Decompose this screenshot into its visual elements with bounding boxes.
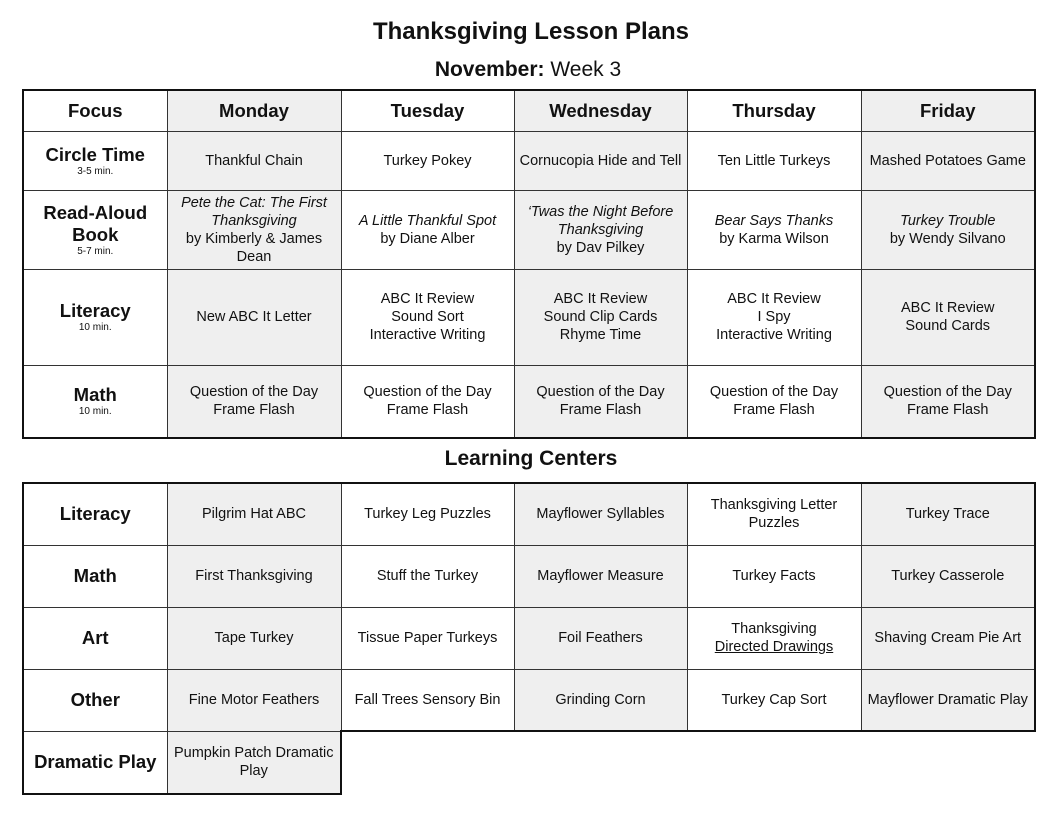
center-cell: Foil Feathers (514, 607, 687, 669)
header-tuesday: Tuesday (341, 90, 514, 131)
cell-thursday (687, 190, 861, 269)
table-row (23, 483, 1035, 545)
center-label-art: Art (23, 607, 167, 669)
center-cell: Turkey Cap Sort (687, 669, 861, 731)
learning-centers-table (22, 482, 1036, 795)
center-cell: Mayflower Measure (514, 545, 687, 607)
cell-tuesday: Turkey Pokey (341, 131, 514, 190)
learning-centers-title: Learning Centers (444, 447, 618, 470)
cell-wednesday: ABC It Review Sound Clip Cards Rhyme Time (514, 269, 687, 365)
center-cell: Shaving Cream Pie Art (861, 607, 1035, 669)
table-row (23, 731, 1035, 794)
subtitle-week: Week 3 (550, 58, 622, 81)
center-cell: Grinding Corn (514, 669, 687, 731)
center-cell: Tape Turkey (167, 607, 341, 669)
center-cell: Pumpkin Patch Dramatic Play (167, 731, 341, 794)
cell-monday: Thankful Chain (167, 131, 341, 190)
header-focus: Focus (23, 90, 167, 131)
cell-thursday: ABC It Review I Spy Interactive Writing (687, 269, 861, 365)
table-row (23, 365, 1035, 438)
cell-wednesday: Question of the Day Frame Flash (514, 365, 687, 438)
center-cell: Turkey Facts (687, 545, 861, 607)
book-author: by Kimberly & James Dean (185, 230, 323, 265)
cell-friday (861, 190, 1035, 269)
book-author: by Wendy Silvano (889, 230, 1006, 247)
book-title: Pete the Cat: The First Thanksgiving (181, 194, 327, 229)
center-cell: Thanksgiving Letter Puzzles (687, 483, 861, 545)
center-cell: First Thanksgiving (167, 545, 341, 607)
center-label-math: Math (23, 545, 167, 607)
row-label-circle-time: Circle Time 3-5 min. (23, 131, 167, 190)
center-cell: Thanksgiving Directed Drawings (687, 607, 861, 669)
directed-drawings-link[interactable]: Directed Drawings (714, 639, 834, 655)
cell-monday: New ABC It Letter (167, 269, 341, 365)
center-label-dramatic-play: Dramatic Play (23, 731, 167, 794)
cell-tuesday: ABC It Review Sound Sort Interactive Writing (341, 269, 514, 365)
center-label-literacy: Literacy (23, 483, 167, 545)
center-cell: Pilgrim Hat ABC (167, 483, 341, 545)
book-author: by Karma Wilson (719, 230, 829, 247)
cell-friday: ABC It Review Sound Cards (861, 269, 1035, 365)
book-title: Bear Says Thanks (714, 212, 834, 229)
table-row (23, 669, 1035, 731)
page-title: Thanksgiving Lesson Plans (372, 18, 690, 45)
center-cell: Mayflower Syllables (514, 483, 687, 545)
book-title: Turkey Trouble (900, 212, 996, 229)
cell-monday (167, 190, 341, 269)
cell-tuesday (341, 190, 514, 269)
cell-monday: Question of the Day Frame Flash (167, 365, 341, 438)
center-cell: Turkey Leg Puzzles (341, 483, 514, 545)
cell-wednesday (514, 190, 687, 269)
table-row (23, 131, 1035, 190)
page-subtitle (0, 58, 1056, 82)
book-author: by Dav Pilkey (556, 239, 645, 256)
table-row (23, 607, 1035, 669)
center-cell: Tissue Paper Turkeys (341, 607, 514, 669)
cell-friday: Question of the Day Frame Flash (861, 365, 1035, 438)
cell-thursday: Ten Little Turkeys (687, 131, 861, 190)
table-row (23, 545, 1035, 607)
subtitle-month-label: November: (434, 58, 545, 81)
header-wednesday: Wednesday (514, 90, 687, 131)
header-friday: Friday (861, 90, 1035, 131)
center-cell: Fall Trees Sensory Bin (341, 669, 514, 731)
lesson-plans-table (22, 89, 1036, 439)
book-author: by Diane Alber (380, 230, 475, 247)
header-row (23, 90, 1035, 131)
header-thursday: Thursday (687, 90, 861, 131)
center-cell: Turkey Trace (861, 483, 1035, 545)
row-label-literacy: Literacy 10 min. (23, 269, 167, 365)
row-label-read-aloud: Read-Aloud Book 5-7 min. (23, 190, 167, 269)
center-cell: Stuff the Turkey (341, 545, 514, 607)
book-title: A Little Thankful Spot (358, 212, 497, 229)
center-cell: Turkey Casserole (861, 545, 1035, 607)
center-cell: Fine Motor Feathers (167, 669, 341, 731)
cell-tuesday: Question of the Day Frame Flash (341, 365, 514, 438)
cell-wednesday: Cornucopia Hide and Tell (514, 131, 687, 190)
center-cell: Mayflower Dramatic Play (861, 669, 1035, 731)
center-label-other: Other (23, 669, 167, 731)
cell-friday: Mashed Potatoes Game (861, 131, 1035, 190)
cell-thursday: Question of the Day Frame Flash (687, 365, 861, 438)
header-monday: Monday (167, 90, 341, 131)
row-label-math: Math 10 min. (23, 365, 167, 438)
table-row (23, 269, 1035, 365)
table-row (23, 190, 1035, 269)
book-title: ‘Twas the Night Before Thanksgiving (527, 203, 674, 238)
